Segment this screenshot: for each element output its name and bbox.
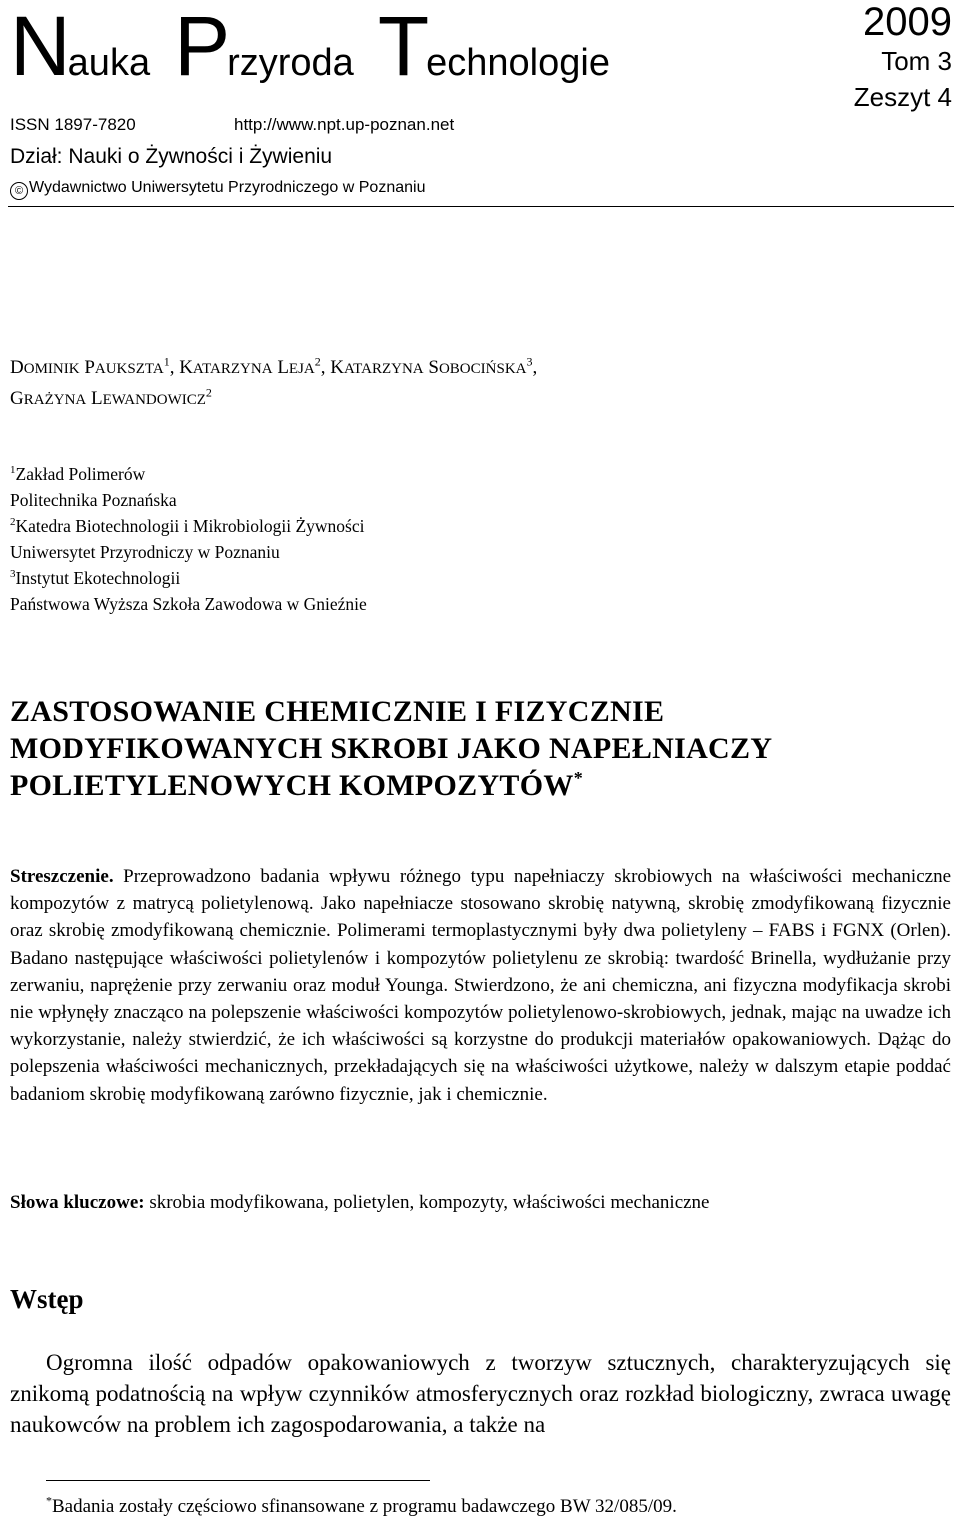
masthead-word-2: Przyroda	[174, 0, 354, 93]
affiliation-3-unit: $^3$Instytut Ekotechnologii	[10, 568, 181, 588]
author-affiliation-mark: 1	[163, 354, 170, 369]
title-line-1: ZASTOSOWANIE CHEMICZNIE I FIZYCZNIE	[10, 695, 665, 728]
journal-issn: ISSN 1897-7820	[10, 115, 136, 134]
affiliation-2-institution: Uniwersytet Przyrodniczy w Poznaniu	[10, 542, 280, 562]
masthead-word-3: Technologie	[377, 0, 610, 93]
journal-masthead	[10, 0, 610, 92]
author-list	[10, 353, 950, 415]
author-4: GRAŻYNA LEWANDOWICZ$^2$	[10, 385, 212, 409]
footnote-rule	[46, 1480, 430, 1481]
footnote-text: Badania zostały częściowo sfinansowane z programu badawczego BW 32/085/09.	[52, 1496, 677, 1517]
journal-issue: Zeszyt 4	[853, 82, 952, 112]
copyright-icon: ©	[10, 182, 28, 200]
author-affiliation-mark: 2	[205, 385, 212, 400]
title-footnote-mark: *	[573, 768, 583, 788]
author-affiliation-mark: 3	[526, 354, 533, 369]
title-line-2: MODYFIKOWANYCH SKROBI JAKO NAPEŁNIACZY	[10, 732, 773, 765]
masthead-word-1: Nauka	[10, 0, 151, 93]
author-affiliation-mark: 2	[314, 354, 321, 369]
copyright-text: Wydawnictwo Uniwersytetu Przyrodniczego w Poznaniu	[29, 179, 426, 196]
header-rule	[8, 206, 954, 207]
affiliations	[10, 461, 367, 617]
journal-year: 2009	[863, 0, 952, 44]
footnote-mark: *	[46, 1493, 52, 1508]
affiliation-2-unit: $^2$Katedra Biotechnologii i Mikrobiologii Żywności	[10, 516, 365, 536]
copyright-line	[10, 177, 425, 200]
section-heading: Wstęp	[10, 1284, 84, 1314]
article-title	[10, 693, 950, 804]
keywords-label: Słowa kluczowe:	[10, 1192, 145, 1213]
journal-section: Dział: Nauki o Żywności i Żywieniu	[10, 145, 333, 168]
journal-volume: Tom 3	[881, 46, 952, 76]
abstract-label: Streszczenie.	[10, 866, 114, 887]
affiliation-1-unit: $^1$Zakład Polimerów	[10, 464, 146, 484]
title-line-3: POLIETYLENOWYCH KOMPOZYTÓW*	[10, 768, 583, 802]
intro-paragraph: Ogromna ilość odpadów opakowaniowych z tworzyw sztucznych, charakteryzujących się znikomą podatnością na wpływ czynników atmosferycznych oraz rozkład biologiczny, zwraca uwagę naukowców na problem ich zagospodarowania, a także na	[10, 1350, 951, 1437]
author-2: KATARZYNA LEJA$^2$,	[179, 354, 331, 378]
author-3: KATARZYNA SOBOCIŃSKA$^3$,	[330, 354, 538, 378]
keywords-text: skrobia modyfikowana, polietylen, kompozyty, właściwości mechaniczne	[149, 1192, 710, 1213]
footnote	[46, 1494, 677, 1520]
abstract	[10, 863, 951, 1108]
affiliation-3-institution: Państwowa Wyższa Szkoła Zawodowa w Gnieźnie	[10, 594, 367, 614]
journal-url: http://www.npt.up-poznan.net	[234, 115, 455, 134]
keywords	[10, 1189, 951, 1216]
author-1: DOMINIK PAUKSZTA$^1$,	[10, 354, 180, 378]
abstract-text: Przeprowadzono badania wpływu różnego typu napełniaczy skrobiowych na właściwości mechaniczne kompozytów z matrycą polietylenową. Jako napełniacze stosowano skrobię natywną, skrobię zmodyfikowaną fizycznie oraz skrobię zmodyfikowaną chemicznie. Polimerami termoplastycznymi były dwa polietyleny – FABS i FGNX (Orlen). Badano następujące właściwości polietylenów i kompozytów polietylenu ze skrobią: twardość Brinella, wydłużanie przy zerwaniu, naprężenie przy zerwaniu oraz moduł Younga. Stwierdzono, że ani chemiczna, ani fizyczna modyfikacja skrobi nie wpłynęły znacząco na polepszenie właściwości kompozytów polietylenowo-skrobiowych, jednak, mając na uwadze ich wykorzystanie, należy stwierdzić, że ich właściwości są korzystne do produkcji materiałów opakowaniowych. Dążąc do polepszenia właściwości mechanicznych, przekładających się na właściwości użytkowe, należy w dalszym etapie poddać badaniom skrobię modyfikowaną zarówno fizycznie, jak i chemicznie.	[10, 866, 952, 1105]
affiliation-1-institution: Politechnika Poznańska	[10, 490, 177, 510]
